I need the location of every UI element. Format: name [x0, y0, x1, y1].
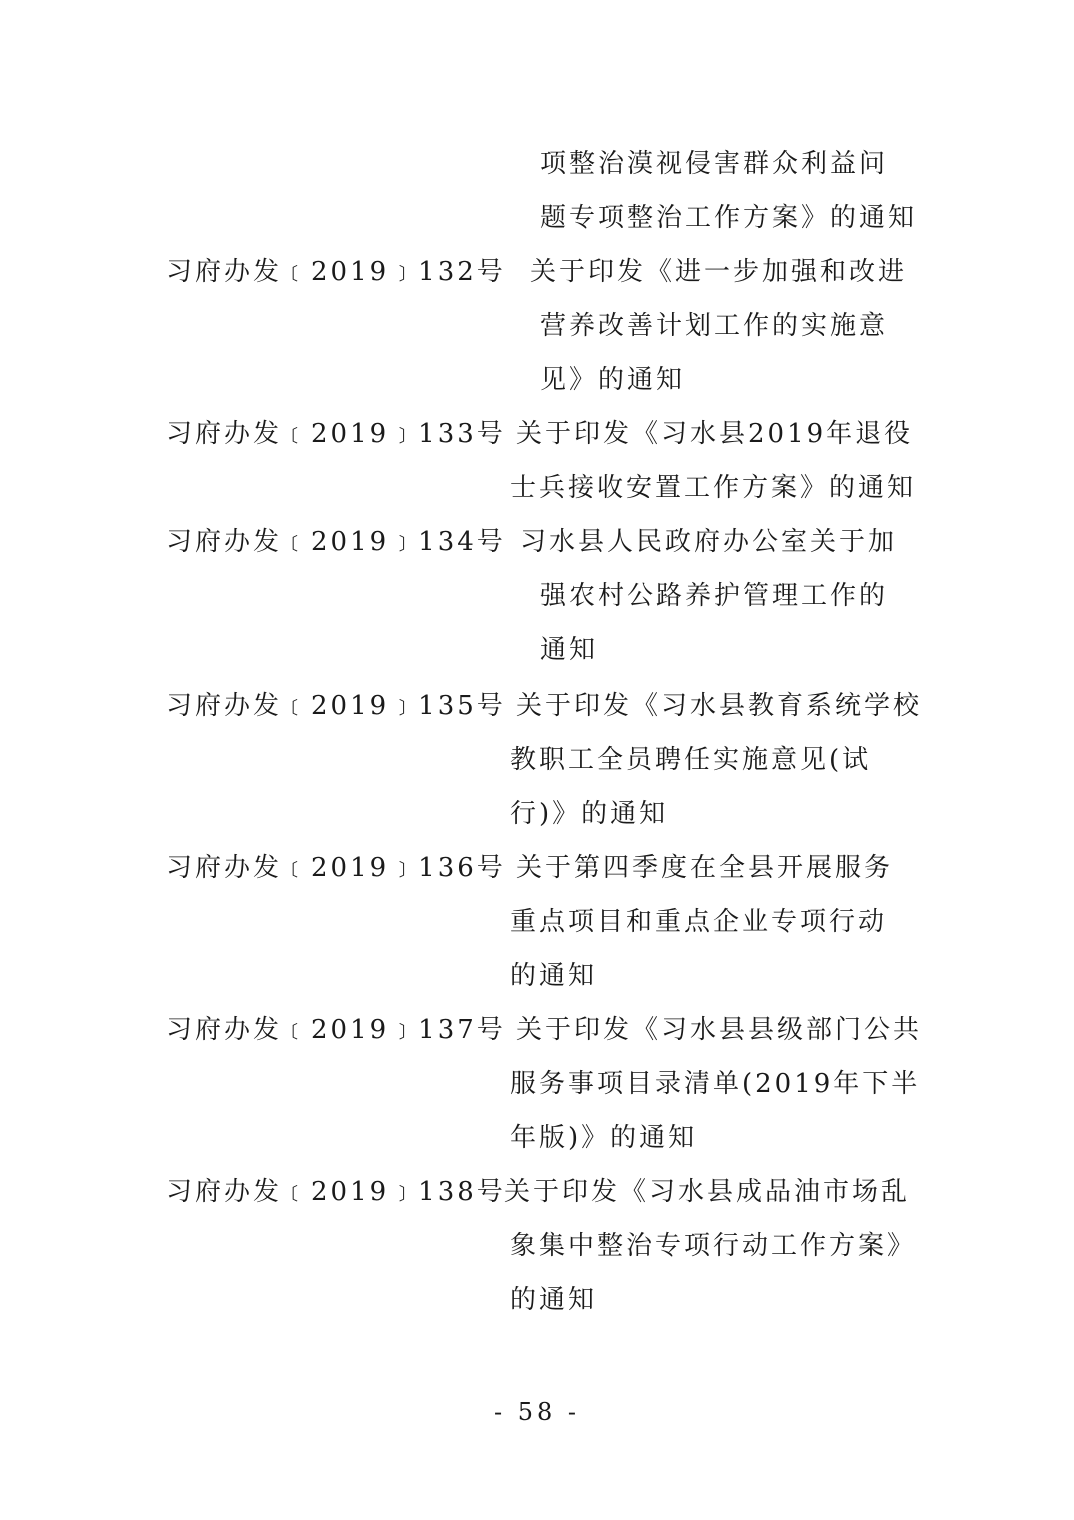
entry-title-line: 题专项整治工作方案》的通知	[540, 203, 918, 233]
entry-title-line: 关于印发《习水县2019年退役	[516, 419, 914, 449]
document-number: 习府办发﹝2019﹞132号	[166, 257, 506, 287]
document-number: 习府办发﹝2019﹞135号	[166, 691, 506, 721]
entry-title-line: 关于印发《习水县教育系统学校	[516, 691, 923, 721]
document-number: 习府办发﹝2019﹞133号	[166, 419, 506, 449]
entry-title-line: 关于印发《习水县县级部门公共	[516, 1015, 923, 1045]
entry-title-line: 象集中整治专项行动工作方案》	[510, 1231, 917, 1261]
entry-title-line: 的通知	[510, 1285, 598, 1315]
entry-title-line: 见》的通知	[540, 365, 686, 395]
entry-title-line: 士兵接收安置工作方案》的通知	[510, 473, 917, 503]
entry-title-line: 关于第四季度在全县开展服务	[516, 853, 894, 883]
entry-title-line: 关于印发《习水县成品油市场乱	[504, 1177, 911, 1207]
entry-title-line: 项整治漠视侵害群众利益问	[540, 149, 889, 179]
entry-title-line: 习水县人民政府办公室关于加	[520, 527, 898, 557]
entry-title-line: 强农村公路养护管理工作的	[540, 581, 889, 611]
entry-title-line: 营养改善计划工作的实施意	[540, 311, 889, 341]
document-number: 习府办发﹝2019﹞136号	[166, 853, 506, 883]
entry-title-line: 教职工全员聘任实施意见(试	[510, 745, 872, 775]
entry-title-line: 服务事项目录清单(2019年下半	[510, 1069, 921, 1099]
entry-title-line: 年版)》的通知	[510, 1123, 698, 1153]
entry-title-line: 行)》的通知	[510, 799, 669, 829]
document-number: 习府办发﹝2019﹞134号	[166, 527, 506, 557]
entry-title-line: 的通知	[510, 961, 598, 991]
page-number: - 58 -	[493, 1398, 580, 1426]
entry-title-line: 重点项目和重点企业专项行动	[510, 907, 888, 937]
entry-title-line: 通知	[540, 635, 599, 665]
entry-title-line: 关于印发《进一步加强和改进	[530, 257, 908, 287]
document-number: 习府办发﹝2019﹞138号	[166, 1177, 506, 1207]
document-number: 习府办发﹝2019﹞137号	[166, 1015, 506, 1045]
